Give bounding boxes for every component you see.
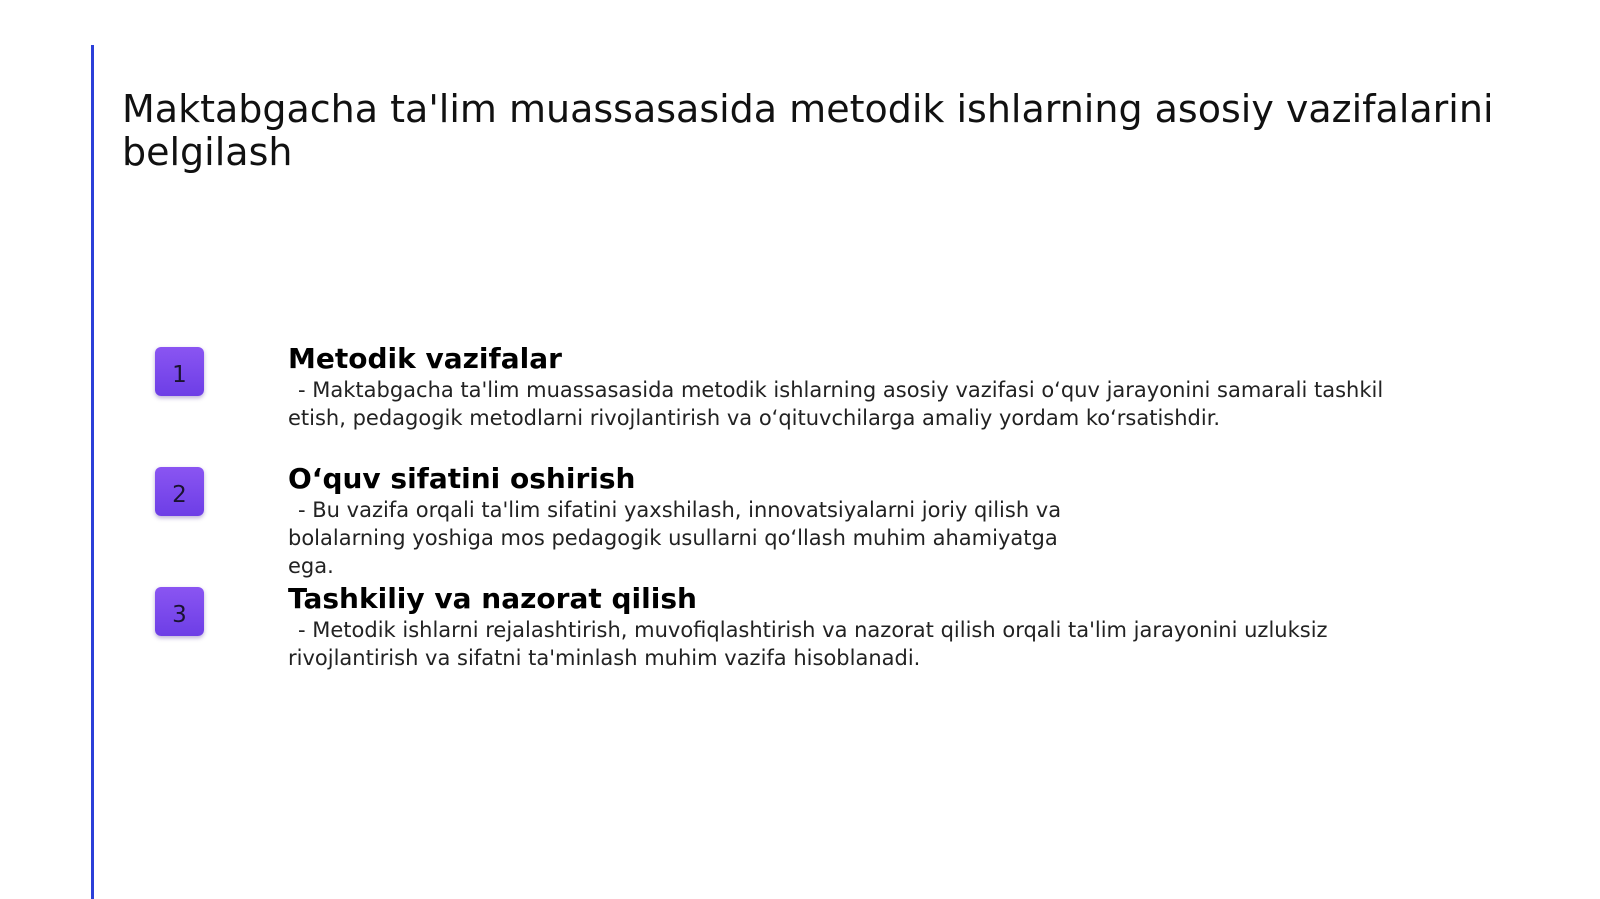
item-heading: Metodik vazifalar (288, 342, 562, 375)
item-description: - Maktabgacha ta'lim muassasasida metodik ishlarning asosiy vazifasi o‘quv jarayonini samarali tashkil etish, pedagogik metodlarni rivojlantirish va o‘qituvchilarga amaliy yordam ko‘rsatishdir. (288, 378, 1384, 430)
number-badge: 1 (155, 347, 204, 396)
item-description: - Bu vazifa orqali ta'lim sifatini yaxshilash, innovatsiyalarni joriy qilish va bolalarning yoshiga mos pedagogik usullarni qo‘llash muhim ahamiyatga ega. (288, 498, 1062, 578)
number-badge: 2 (155, 467, 204, 516)
item-text (288, 582, 1398, 672)
item-description: - Metodik ishlarni rejalashtirish, muvofiqlashtirish va nazorat qilish orqali ta'lim jarayonini uzluksiz rivojlantirish va sifatni ta'minlash muhim vazifa hisoblanadi. (288, 618, 1328, 670)
item-text (288, 342, 1428, 432)
slide-title: Maktabgacha ta'lim muassasasida metodik ishlarning asosiy vazifalarini belgilash (122, 87, 1494, 174)
accent-bar (91, 45, 94, 899)
number-badge: 3 (155, 587, 204, 636)
item-text (288, 462, 1098, 580)
item-heading: Tashkiliy va nazorat qilish (288, 582, 697, 615)
item-heading: O‘quv sifatini oshirish (288, 462, 636, 495)
